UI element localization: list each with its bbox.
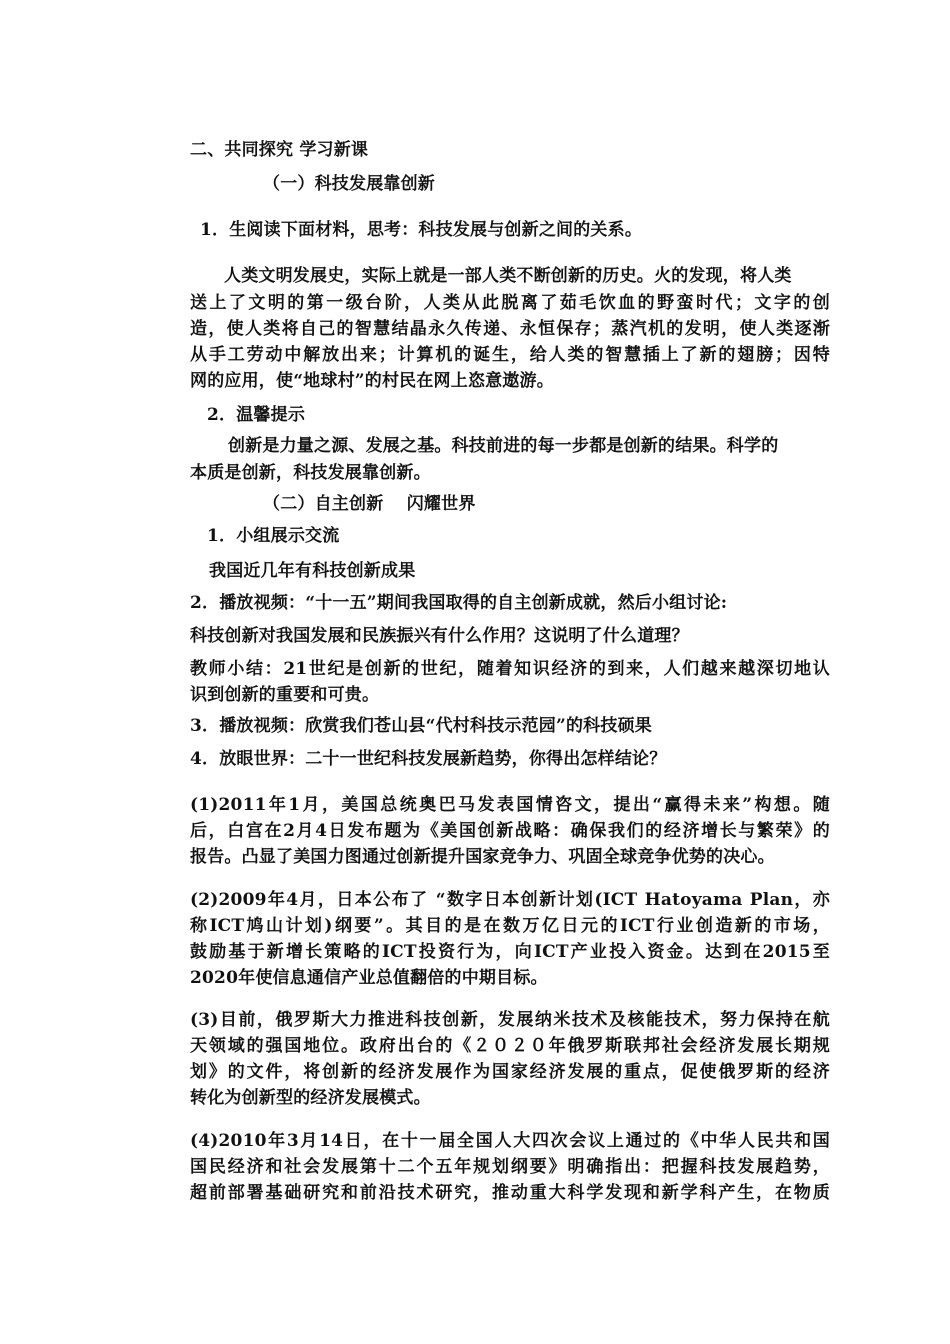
para-3-line: 转化为创新型的经济发展模式。 [190, 1088, 431, 1108]
summary-line: 识到创新的重要和可贵。 [190, 685, 380, 705]
item-2-4-heading: 4．放眼世界：二十一世纪科技发展新趋势，你得出怎样结论？ [190, 749, 667, 769]
question-line: 科技创新对我国发展和民族振兴有什么作用？这说明了什么道理？ [190, 626, 689, 646]
passage-line: 送上了文明的第一级台阶，人类从此脱离了茹毛饮血的野蛮时代；文字的创 [190, 293, 830, 313]
passage-line: 从手工劳动中解放出来；计算机的诞生，给人类的智慧插上了新的翅膀；因特 [190, 345, 830, 365]
item-2-heading: 2．温馨提示 [207, 405, 306, 425]
para-2-line: (2)2009年4月，日本公布了 “数字日本创新计划(ICT Hatoyama Plan，亦 [190, 890, 830, 910]
item-1-heading: 1．生阅读下面材料，思考：科技发展与创新之间的关系。 [200, 220, 643, 240]
para-4-line: 国民经济和社会发展第十二个五年规划纲要》明确指出：把握科技发展趋势， [190, 1157, 830, 1177]
subsection-title-2: （二）自主创新 闪耀世界 [263, 494, 476, 514]
item-2-1-heading: 1．小组展示交流 [207, 526, 340, 546]
para-2-line: 鼓励基于新增长策略的ICT投资行为，向ICT产业投入资金。达到在2015至 [190, 942, 830, 962]
item-2-3-heading: 3．播放视频：欣赏我们苍山县“代村科技示范园”的科技硕果 [190, 716, 652, 736]
para-1-line: (1)2011年1月，美国总统奥巴马发表国情咨文，提出“赢得未来”构想。随 [190, 795, 830, 815]
achievements-line: 我国近几年有科技创新成果 [209, 561, 416, 581]
passage-line: 人类文明发展史，实际上就是一部人类不断创新的历史。火的发现，将人类 [224, 266, 792, 286]
summary-line: 教师小结：21世纪是创新的世纪，随着知识经济的到来，人们越来越深切地认 [190, 659, 830, 679]
para-2-line: 称ICT鸠山计划)纲要”。其目的是在数万亿日元的ICT行业创造新的市场， [190, 916, 830, 936]
section-title: 二、共同探究 学习新课 [190, 140, 369, 160]
passage-line: 造，使人类将自己的智慧结晶永久传递、永恒保存；蒸汽机的发明，使人类逐渐 [190, 319, 830, 339]
para-1-line: 后，白宫在2月4日发布题为《美国创新战略：确保我们的经济增长与繁荣》的 [190, 821, 830, 841]
tip-line: 创新是力量之源、发展之基。科技前进的每一步都是创新的结果。科学的 [228, 436, 779, 456]
para-1-line: 报告。凸显了美国力图通过创新提升国家竞争力、巩固全球竞争优势的决心。 [190, 847, 775, 867]
tip-line: 本质是创新，科技发展靠创新。 [190, 463, 431, 483]
para-4-line: (4)2010年3月14日，在十一届全国人大四次会议上通过的《中华人民共和国 [190, 1131, 830, 1151]
para-3-line: 天领域的强国地位。政府出台的《２０２０年俄罗斯联邦社会经济发展长期规 [190, 1036, 830, 1056]
item-2-2-heading: 2．播放视频：“十一五”期间我国取得的自主创新成就，然后小组讨论: [190, 593, 728, 613]
subsection-title-1: （一）科技发展靠创新 [263, 174, 435, 194]
para-4-line: 超前部署基础研究和前沿技术研究，推动重大科学发现和新学科产生，在物质 [190, 1183, 830, 1203]
para-3-line: (3)目前，俄罗斯大力推进科技创新，发展纳米技术及核能技术，努力保持在航 [190, 1010, 830, 1030]
passage-line: 网的应用，使“地球村”的村民在网上恣意遨游。 [190, 371, 554, 391]
para-2-line: 2020年使信息通信产业总值翻倍的中期目标。 [190, 968, 548, 988]
para-3-line: 划》的文件，将创新的经济发展作为国家经济发展的重点，促使俄罗斯的经济 [190, 1062, 830, 1082]
